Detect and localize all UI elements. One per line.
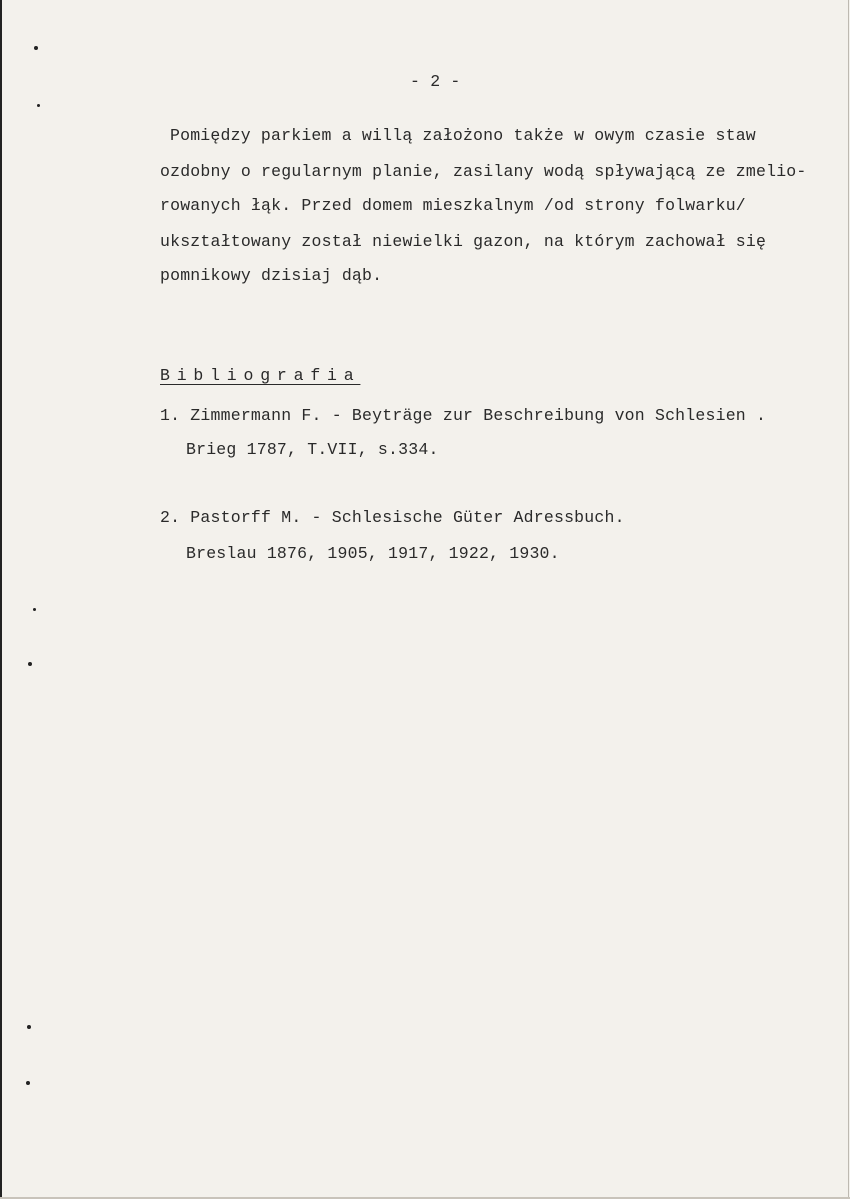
bibliography-heading: Bibliografia xyxy=(160,366,361,385)
punch-mark xyxy=(33,608,36,611)
page-right-edge xyxy=(848,0,849,1199)
page-number: - 2 - xyxy=(410,72,461,91)
paragraph-line: pomnikowy dzisiaj dąb. xyxy=(160,266,383,285)
paragraph-line: ozdobny o regularnym planie, zasilany wodą spływającą ze zmelio- xyxy=(160,162,807,181)
punch-mark xyxy=(28,662,32,666)
punch-mark xyxy=(34,46,38,50)
bibliography-entry-line: 1. Zimmermann F. - Beyträge zur Beschreibung von Schlesien . xyxy=(160,406,767,425)
punch-mark xyxy=(26,1081,30,1085)
bibliography-entry-line: 2. Pastorff M. - Schlesische Güter Adressbuch. xyxy=(160,508,625,527)
paragraph-line: Pomiędzy parkiem a willą założono także w owym czasie staw xyxy=(170,126,756,145)
bibliography-entry-line: Breslau 1876, 1905, 1917, 1922, 1930. xyxy=(186,544,560,563)
page-left-edge xyxy=(0,0,2,1199)
paragraph-line: ukształtowany został niewielki gazon, na którym zachował się xyxy=(160,232,767,251)
paragraph-line: rowanych łąk. Przed domem mieszkalnym /od strony folwarku/ xyxy=(160,196,746,215)
punch-mark xyxy=(37,104,40,107)
punch-mark xyxy=(27,1025,31,1029)
bibliography-entry-line: Brieg 1787, T.VII, s.334. xyxy=(186,440,439,459)
